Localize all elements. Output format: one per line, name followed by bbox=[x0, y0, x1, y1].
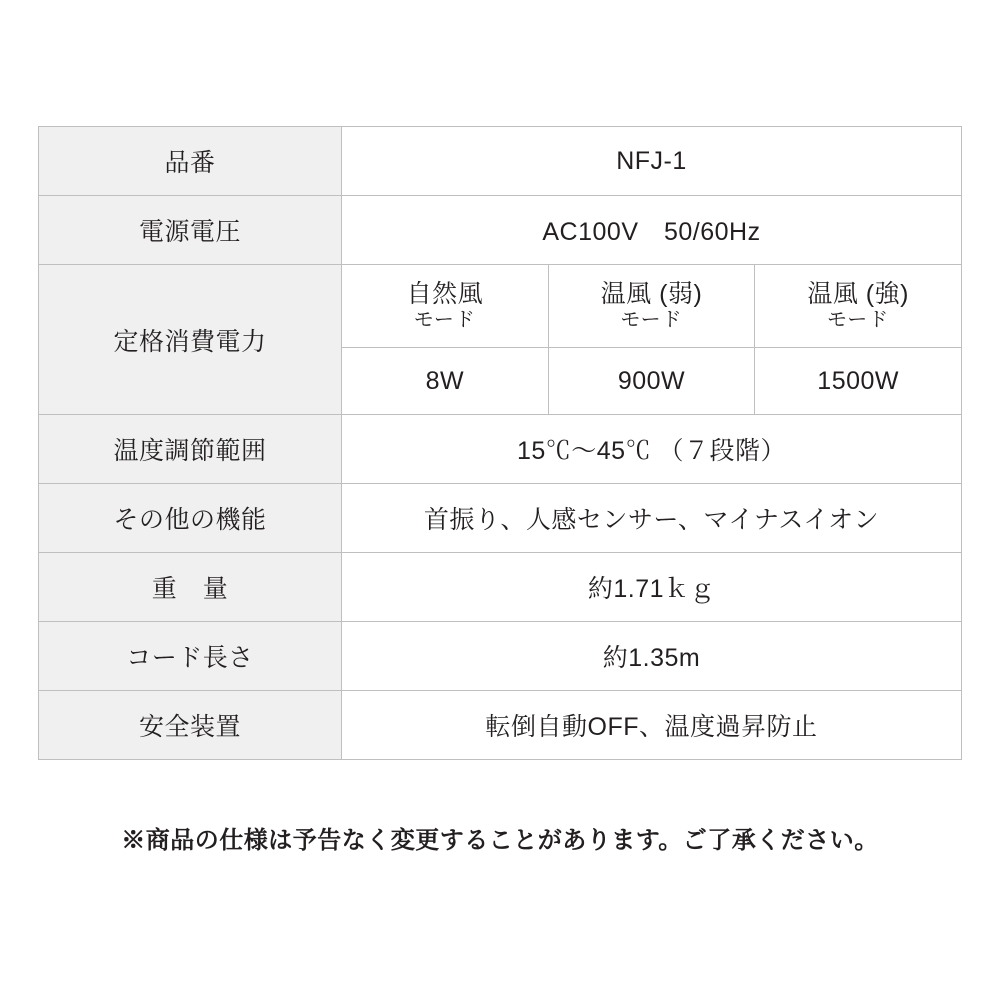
specification-table bbox=[38, 126, 962, 760]
row-label-cord-length: コード長さ bbox=[39, 622, 342, 691]
row-value-other-features: 首振り、人感センサー、マイナスイオン bbox=[342, 484, 962, 553]
row-value-cord-length: 約1.35m bbox=[342, 622, 962, 691]
power-mode-warm-low bbox=[548, 265, 755, 348]
power-watt-warm-high: 1500W bbox=[755, 348, 962, 415]
power-mode-natural bbox=[342, 265, 549, 348]
power-mode-natural-sub: モード bbox=[413, 308, 476, 331]
row-value-model: NFJ-1 bbox=[342, 127, 962, 196]
power-mode-natural-name: 自然風 bbox=[406, 280, 484, 309]
power-watt-natural: 8W bbox=[342, 348, 549, 415]
row-label-temp-range: 温度調節範囲 bbox=[39, 415, 342, 484]
disclaimer-note: ※商品の仕様は予告なく変更することがあります。ご了承ください。 bbox=[121, 827, 879, 854]
row-value-weight: 約1.71ｋｇ bbox=[342, 553, 962, 622]
power-mode-warm-low-name: 温風 (弱) bbox=[600, 280, 703, 309]
row-label-safety: 安全装置 bbox=[39, 691, 342, 760]
table-row bbox=[39, 553, 962, 622]
table-row bbox=[39, 196, 962, 265]
row-label-voltage: 電源電圧 bbox=[39, 196, 342, 265]
table-row bbox=[39, 622, 962, 691]
power-mode-warm-low-sub: モード bbox=[620, 308, 683, 331]
power-mode-warm-high-name: 温風 (強) bbox=[807, 280, 909, 309]
power-watt-warm-low: 900W bbox=[548, 348, 755, 415]
table-row bbox=[39, 127, 962, 196]
row-label-power: 定格消費電力 bbox=[39, 265, 342, 415]
row-value-safety: 転倒自動OFF、温度過昇防止 bbox=[342, 691, 962, 760]
row-label-other-features: その他の機能 bbox=[39, 484, 342, 553]
row-value-voltage: AC100V 50/60Hz bbox=[342, 196, 962, 265]
power-mode-warm-high-sub: モード bbox=[827, 308, 890, 331]
table-row bbox=[39, 691, 962, 760]
row-label-model: 品番 bbox=[39, 127, 342, 196]
row-label-weight: 重 量 bbox=[39, 553, 342, 622]
table-row bbox=[39, 484, 962, 553]
row-value-temp-range: 15℃〜45℃ （７段階） bbox=[342, 415, 962, 484]
power-mode-warm-high bbox=[755, 265, 962, 348]
table-row bbox=[39, 415, 962, 484]
table-row-power-modes bbox=[39, 265, 962, 348]
